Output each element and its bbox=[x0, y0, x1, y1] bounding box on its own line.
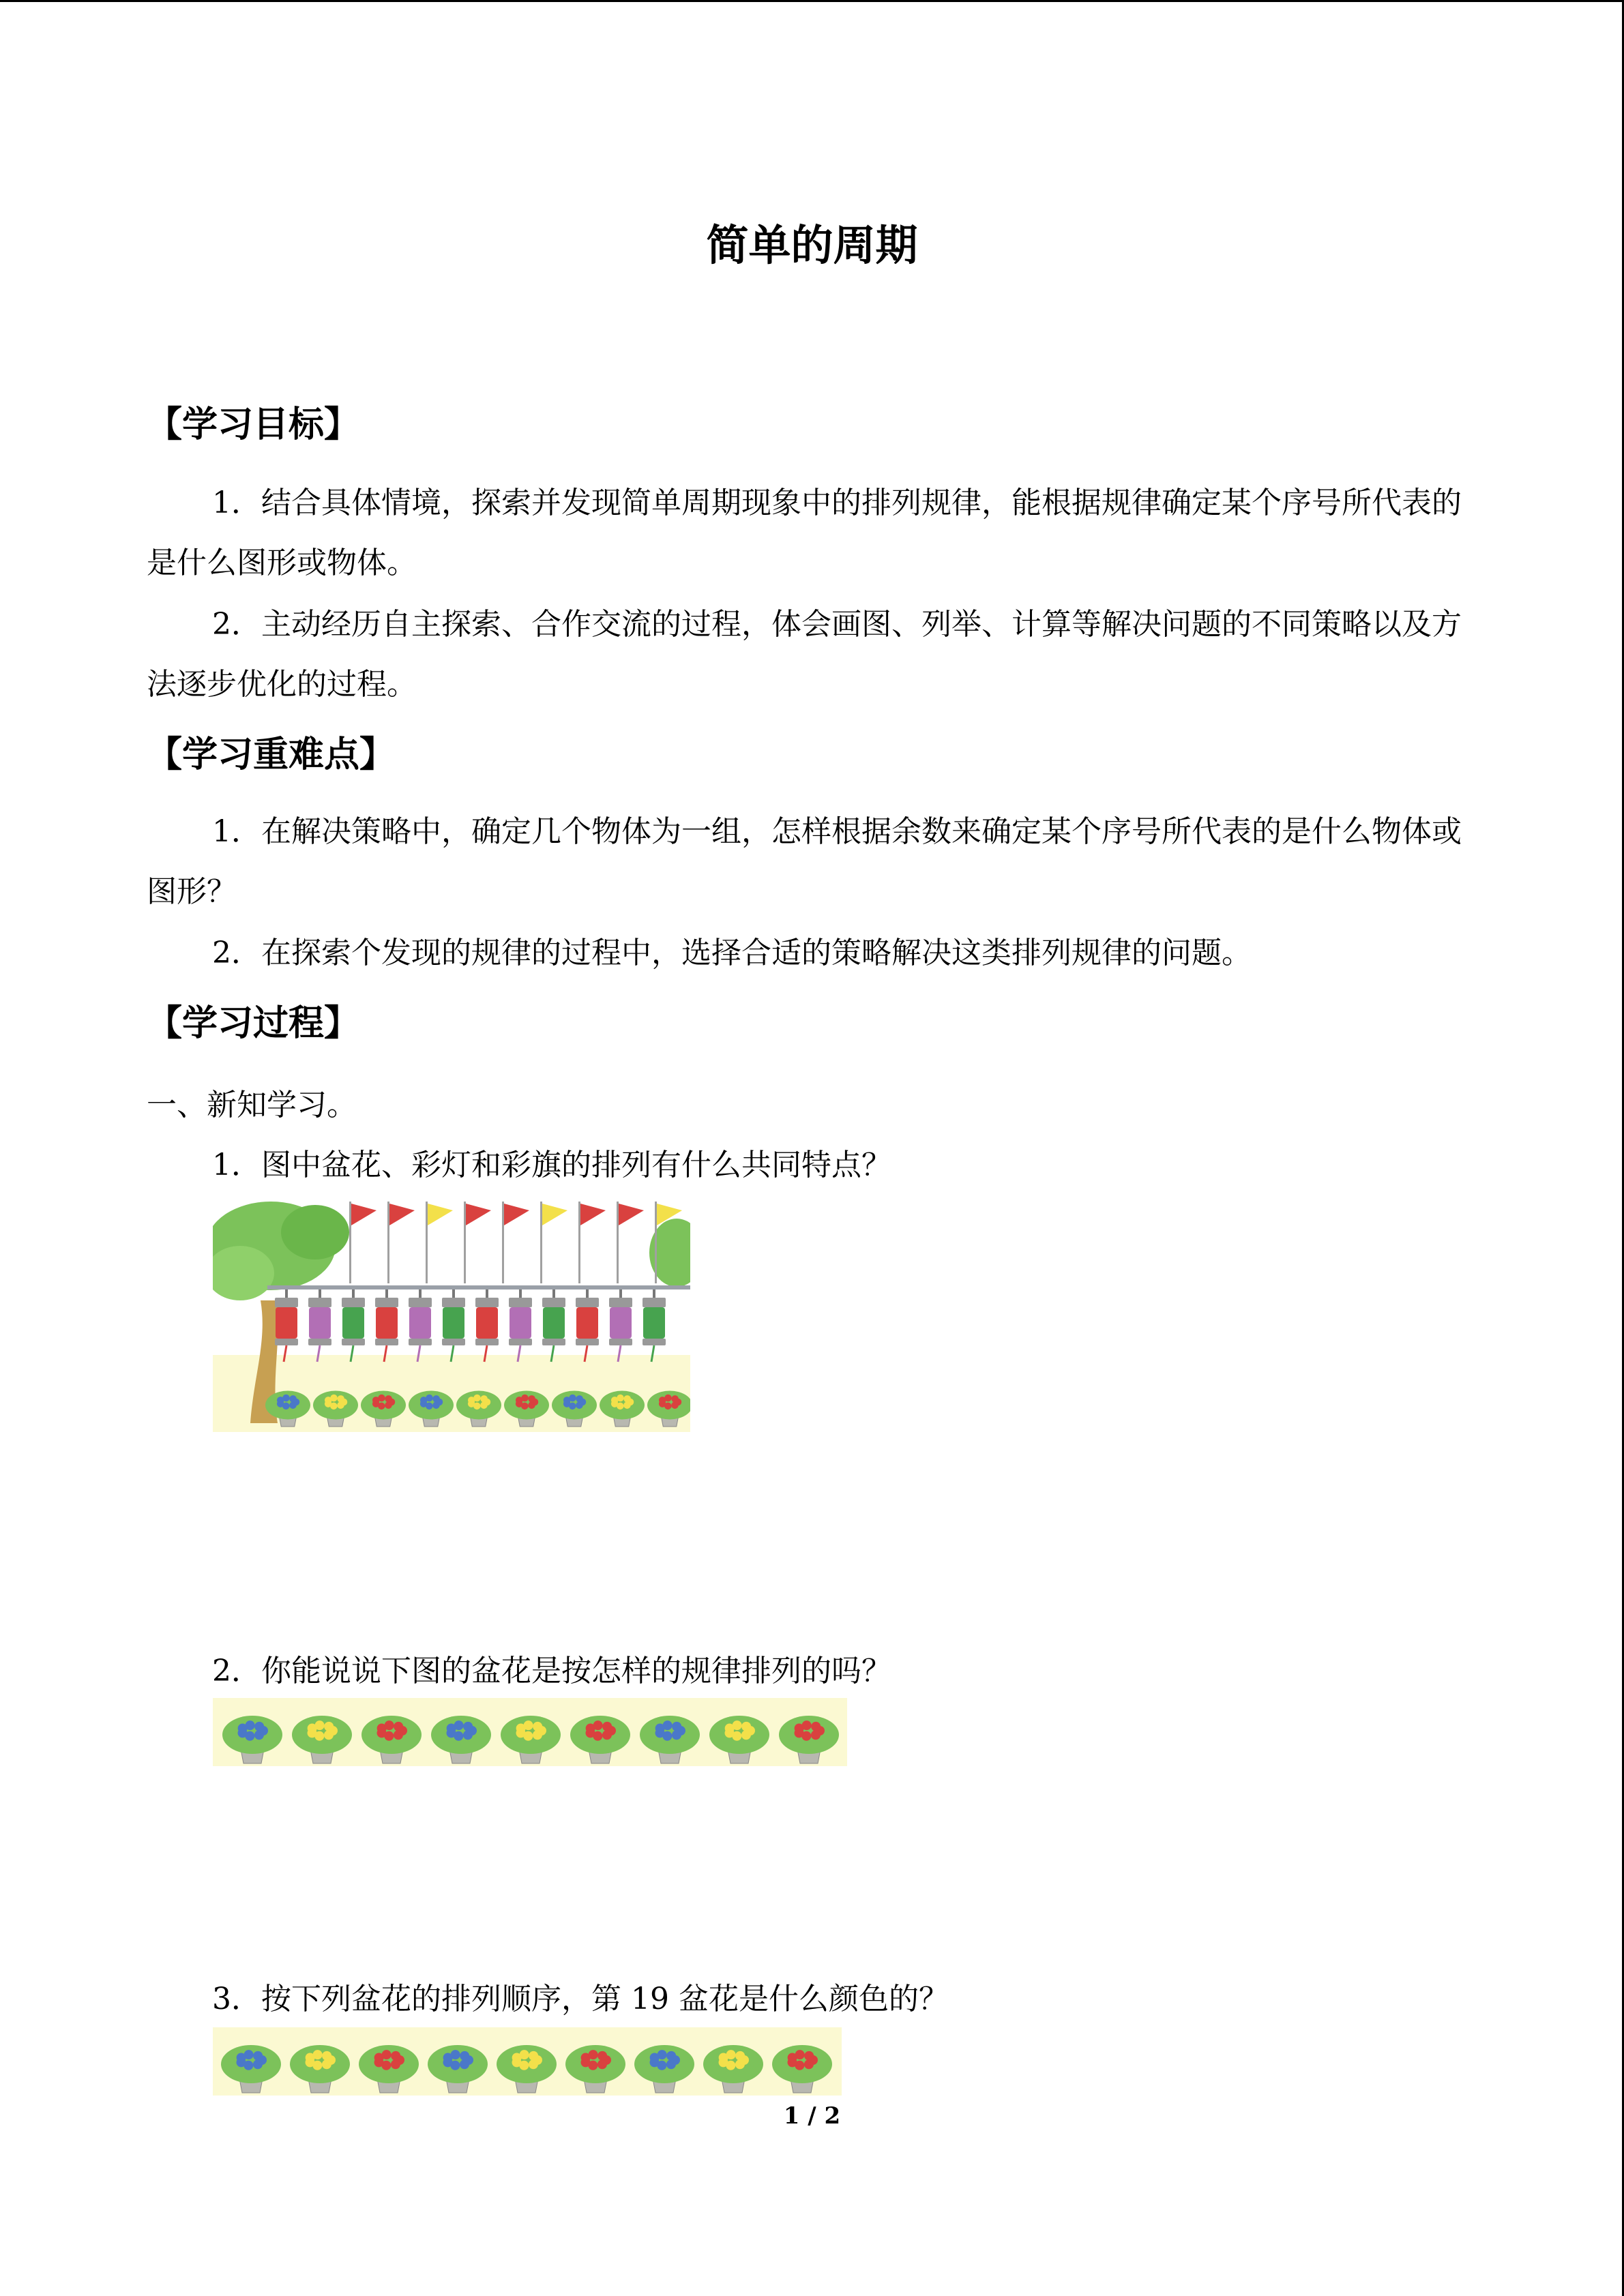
process-heading: 【学习过程】 bbox=[147, 1003, 360, 1044]
page-title: 简单的周期 bbox=[706, 220, 918, 270]
blossom bbox=[576, 1395, 583, 1402]
lantern-1 bbox=[276, 1307, 297, 1339]
blossom bbox=[254, 1722, 264, 1731]
flower-pots-row-1 bbox=[213, 1698, 847, 1766]
blossom bbox=[337, 1401, 344, 1409]
lantern-12 bbox=[643, 1307, 665, 1339]
blossom bbox=[382, 2050, 392, 2059]
blossom bbox=[460, 2051, 469, 2061]
lantern-bottom bbox=[576, 1339, 599, 1345]
blossom bbox=[520, 2050, 529, 2059]
blossom bbox=[602, 1730, 612, 1740]
blossom bbox=[385, 1395, 392, 1402]
lantern-5 bbox=[409, 1307, 431, 1339]
blossom bbox=[623, 1395, 631, 1402]
lantern-cap bbox=[275, 1298, 298, 1307]
keypoint-item-2 bbox=[147, 923, 1477, 983]
flag-pole bbox=[540, 1202, 542, 1283]
festival-scene-svg bbox=[213, 1198, 690, 1432]
blossom bbox=[244, 2050, 254, 2059]
blossom bbox=[391, 2059, 400, 2069]
flag-pole bbox=[617, 1202, 619, 1283]
blossom bbox=[795, 2050, 805, 2059]
blossom bbox=[733, 1720, 742, 1730]
blossom bbox=[394, 1722, 403, 1731]
keypoint-item-1 bbox=[147, 802, 1477, 922]
lantern-9 bbox=[543, 1307, 565, 1339]
blossom bbox=[394, 1730, 403, 1740]
objective-item-1-text: 1．结合具体情境，探索并发现简单周期现象中的排列规律，能根据规律确定某个序号所代表的是什么图形或物体。 bbox=[147, 486, 1462, 580]
blossom bbox=[322, 2059, 331, 2069]
blossom bbox=[589, 2050, 598, 2059]
blossom bbox=[451, 2050, 460, 2059]
lantern-string bbox=[586, 1289, 589, 1298]
flower-pots-row-2-svg bbox=[213, 2027, 842, 2096]
lantern-7 bbox=[476, 1307, 498, 1339]
question-3: 3．按下列盆花的排列顺序，第 19 盆花是什么颜色的？ bbox=[212, 1982, 949, 2016]
blossom bbox=[426, 1395, 433, 1402]
process-subheading: 一、新知学习。 bbox=[147, 1088, 357, 1122]
blossom bbox=[735, 2051, 745, 2061]
blossom bbox=[666, 2059, 676, 2069]
lantern-bottom bbox=[409, 1339, 432, 1345]
blossom bbox=[804, 2059, 814, 2069]
lantern-cap bbox=[375, 1298, 398, 1307]
lantern-rod bbox=[267, 1285, 690, 1289]
blossom bbox=[253, 2051, 263, 2061]
lantern-11 bbox=[610, 1307, 632, 1339]
lantern-string bbox=[352, 1289, 355, 1298]
blossom bbox=[672, 1722, 681, 1731]
lantern-string bbox=[552, 1289, 555, 1298]
blossom bbox=[802, 1720, 812, 1730]
lantern-2 bbox=[309, 1307, 331, 1339]
blossom bbox=[385, 1720, 394, 1730]
blossom bbox=[463, 1722, 473, 1731]
blossom bbox=[432, 1395, 440, 1402]
lantern-cap bbox=[576, 1298, 599, 1307]
blossom bbox=[463, 1730, 473, 1740]
lantern-10 bbox=[576, 1307, 598, 1339]
blossom bbox=[726, 2050, 736, 2059]
blossom bbox=[671, 1395, 679, 1402]
lantern-string bbox=[419, 1289, 422, 1298]
flag-pole bbox=[426, 1202, 428, 1283]
blossom bbox=[529, 2051, 538, 2061]
keypoint-item-1-text: 1．在解决策略中，确定几个物体为一组，怎样根据余数来确定某个序号所代表的是什么物体或图形？ bbox=[147, 814, 1462, 909]
lantern-string bbox=[653, 1289, 655, 1298]
lantern-bottom bbox=[542, 1339, 565, 1345]
lantern-string bbox=[619, 1289, 622, 1298]
lantern-cap bbox=[409, 1298, 432, 1307]
lantern-string bbox=[385, 1289, 388, 1298]
objective-item-2 bbox=[147, 595, 1477, 715]
blossom bbox=[663, 1720, 673, 1730]
blossom bbox=[454, 1720, 464, 1730]
blossom bbox=[315, 1720, 325, 1730]
lantern-string bbox=[285, 1289, 288, 1298]
blossom bbox=[617, 1395, 624, 1402]
page-top-border bbox=[0, 0, 1624, 2]
blossom bbox=[253, 2059, 263, 2069]
lantern-string bbox=[319, 1289, 321, 1298]
question-2: 2．你能说说下图的盆花是按怎样的规律排列的吗？ bbox=[212, 1654, 891, 1688]
blossom bbox=[597, 2059, 607, 2069]
blossom bbox=[528, 1401, 535, 1409]
lantern-string bbox=[519, 1289, 522, 1298]
flower-pots-row-1-svg bbox=[213, 1698, 847, 1766]
blossom bbox=[391, 2051, 400, 2061]
blossom bbox=[521, 1395, 529, 1402]
blossom bbox=[666, 2051, 676, 2061]
blossom bbox=[432, 1401, 440, 1409]
blossom bbox=[322, 2051, 331, 2061]
lantern-cap bbox=[643, 1298, 666, 1307]
lantern-cap bbox=[542, 1298, 565, 1307]
lantern-bottom bbox=[609, 1339, 632, 1345]
blossom bbox=[658, 2050, 667, 2059]
blossom bbox=[528, 1395, 535, 1402]
scene-flowers-group bbox=[265, 1391, 690, 1427]
lantern-cap bbox=[308, 1298, 331, 1307]
blossom bbox=[480, 1401, 488, 1409]
blossom bbox=[378, 1395, 385, 1402]
blossom bbox=[330, 1395, 338, 1402]
blossom bbox=[593, 1720, 603, 1730]
flower-pots-row-2 bbox=[213, 2027, 842, 2096]
blossom bbox=[313, 2050, 323, 2059]
blossom bbox=[282, 1395, 290, 1402]
blossom bbox=[524, 1720, 533, 1730]
blossom bbox=[473, 1395, 481, 1402]
lantern-8 bbox=[510, 1307, 531, 1339]
blossom bbox=[576, 1401, 583, 1409]
blossom bbox=[811, 1722, 821, 1731]
lantern-bottom bbox=[308, 1339, 331, 1345]
lantern-6 bbox=[443, 1307, 464, 1339]
blossom bbox=[811, 1730, 821, 1740]
blossom bbox=[480, 1395, 488, 1402]
lantern-cap bbox=[442, 1298, 465, 1307]
blossom bbox=[735, 2059, 745, 2069]
lantern-bottom bbox=[375, 1339, 398, 1345]
lantern-string bbox=[486, 1289, 488, 1298]
lantern-bottom bbox=[275, 1339, 298, 1345]
blossom bbox=[671, 1401, 679, 1409]
blossom bbox=[533, 1722, 542, 1731]
page-number: 1 / 2 bbox=[783, 2102, 841, 2130]
objectives-heading: 【学习目标】 bbox=[147, 404, 360, 445]
lantern-3 bbox=[342, 1307, 364, 1339]
blossom bbox=[741, 1730, 751, 1740]
blossom bbox=[460, 2059, 469, 2069]
lantern-bottom bbox=[442, 1339, 465, 1345]
objective-item-2-text: 2．主动经历自主探索、合作交流的过程，体会画图、列举、计算等解决问题的不同策略以及方法逐步优化的过程。 bbox=[147, 607, 1462, 702]
blossom bbox=[602, 1722, 612, 1731]
keypoint-item-2-text: 2．在探索个发现的规律的过程中，选择合适的策略解决这类排列规律的问题。 bbox=[212, 936, 1252, 970]
lantern-bottom bbox=[509, 1339, 532, 1345]
blossom bbox=[254, 1730, 264, 1740]
flag-pole bbox=[578, 1202, 580, 1283]
blossom bbox=[324, 1730, 334, 1740]
flag-pole bbox=[502, 1202, 504, 1283]
blossom bbox=[533, 1730, 542, 1740]
blossom bbox=[246, 1720, 255, 1730]
flag-pole bbox=[349, 1202, 351, 1283]
lantern-cap bbox=[475, 1298, 499, 1307]
lantern-4 bbox=[376, 1307, 398, 1339]
lantern-string bbox=[452, 1289, 455, 1298]
blossom bbox=[385, 1401, 392, 1409]
keypoints-heading: 【学习重难点】 bbox=[147, 734, 396, 775]
lantern-cap bbox=[342, 1298, 365, 1307]
blossom bbox=[529, 2059, 538, 2069]
flag-pole bbox=[387, 1202, 389, 1283]
question-1: 1．图中盆花、彩灯和彩旗的排列有什么共同特点？ bbox=[212, 1148, 891, 1182]
lantern-cap bbox=[509, 1298, 532, 1307]
lantern-bottom bbox=[475, 1339, 499, 1345]
blossom bbox=[337, 1395, 344, 1402]
blossom bbox=[623, 1401, 631, 1409]
blossom bbox=[664, 1395, 672, 1402]
flag-pole bbox=[464, 1202, 466, 1283]
blossom bbox=[289, 1401, 297, 1409]
blossom bbox=[804, 2051, 814, 2061]
blossom bbox=[324, 1722, 334, 1731]
blossom bbox=[672, 1730, 681, 1740]
lantern-bottom bbox=[643, 1339, 666, 1345]
blossom bbox=[289, 1395, 297, 1402]
objective-item-1 bbox=[147, 473, 1477, 593]
flag-pole bbox=[655, 1202, 657, 1283]
blossom bbox=[741, 1722, 751, 1731]
festival-scene-image bbox=[213, 1198, 690, 1432]
tree-canopy-right bbox=[281, 1205, 349, 1259]
blossom bbox=[569, 1395, 576, 1402]
lantern-cap bbox=[609, 1298, 632, 1307]
blossom bbox=[597, 2051, 607, 2061]
lantern-bottom bbox=[342, 1339, 365, 1345]
